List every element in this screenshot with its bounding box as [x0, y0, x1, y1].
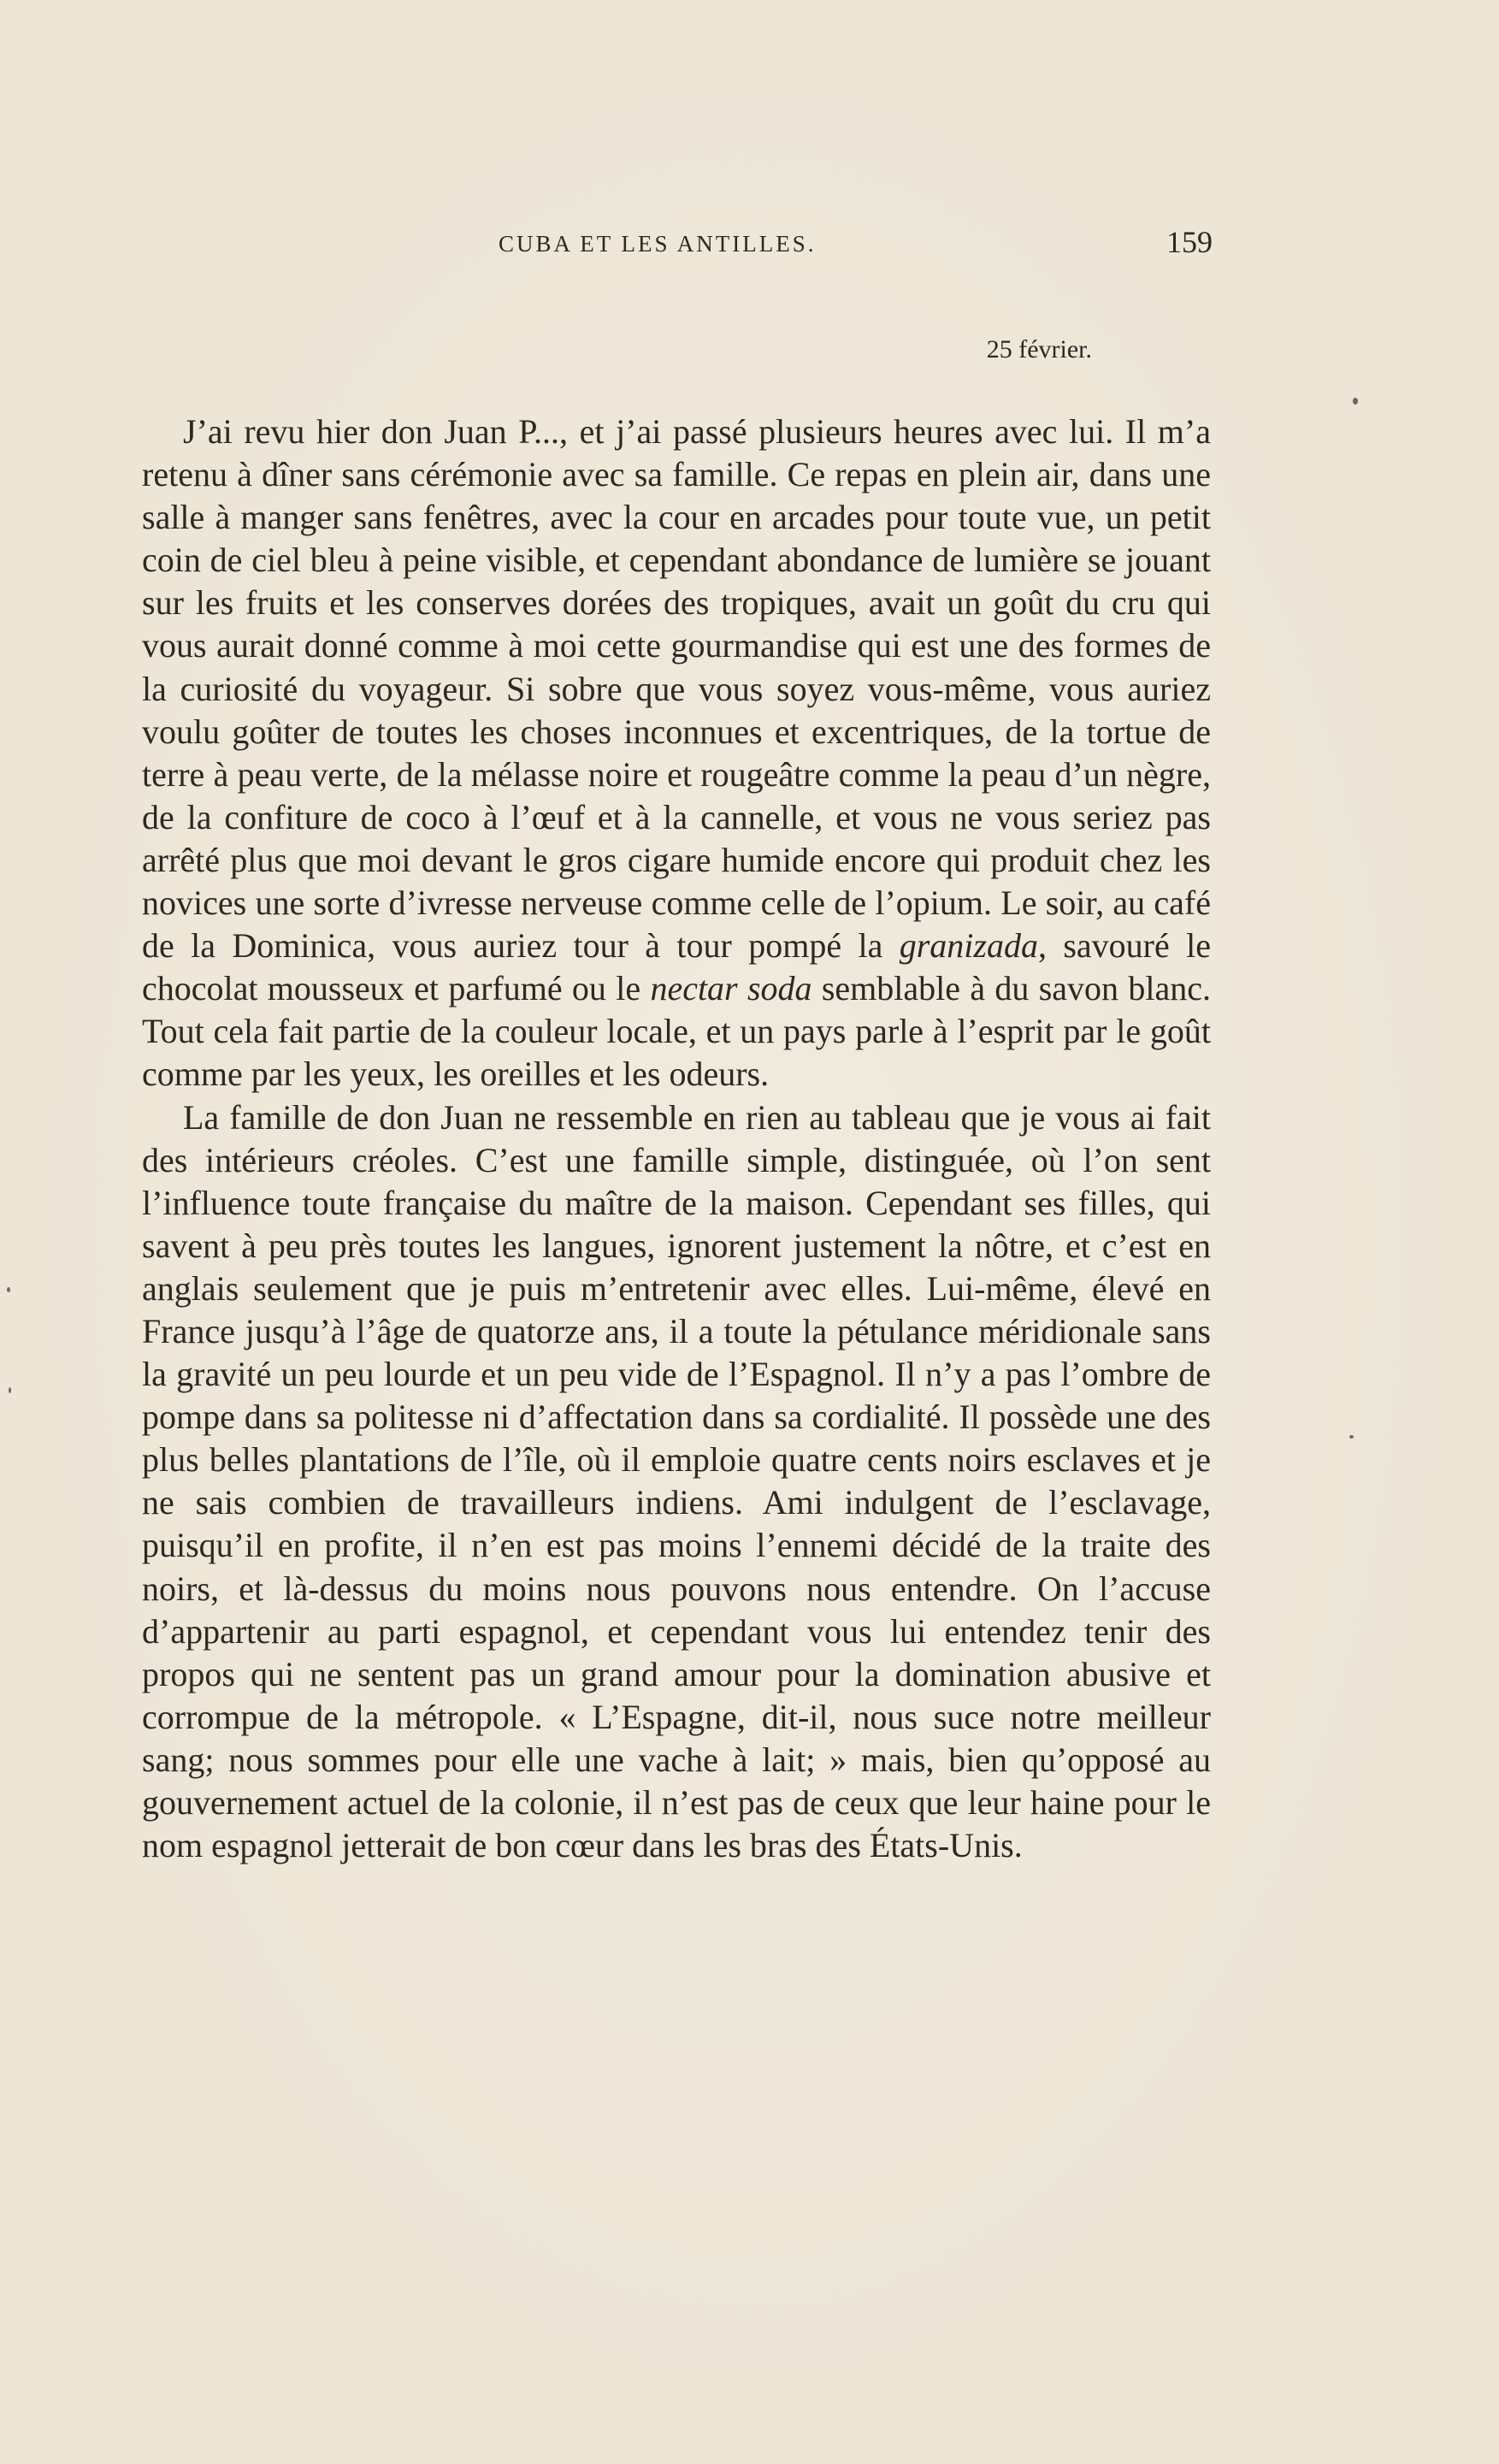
paper-speck — [9, 1387, 11, 1393]
running-header — [144, 225, 1213, 263]
paragraph-1-part-c: semblable à du savon blanc. Tout cela fait partie de la couleur locale, et un pays parle à l’esprit par le goût comme par les yeux, les oreilles et les odeurs. — [142, 969, 1211, 1094]
italic-granizada: granizada — [899, 926, 1038, 966]
paragraph-1 — [142, 411, 1211, 1096]
running-title: CUBA ET LES ANTILLES. — [499, 231, 817, 257]
paragraph-1-part-a: J’ai revu hier don Juan P..., et j’ai passé plusieurs heures avec lui. Il m’a retenu à dîner sans cérémonie avec sa famille. Ce repas en plein air, dans une salle à manger sans fenêtres, avec la cour en arcades pour toute vue, un petit coin de ciel bleu à peine visible, et cependant abondance de lumière se jouant sur les fruits et les conserves dorées des tropiques, avait un goût du cru qui vous aurait donné comme à moi cette gourmandise qui est une des formes de la curiosité du voyageur. Si sobre que vous soyez vous-même, vous auriez voulu goûter de toutes les choses inconnues et excentriques, de la tortue de terre à peau verte, de la mélasse noire et rougeâtre comme la peau d’un nègre, de la confiture de coco à l’œuf et à la cannelle, et vous ne vous seriez pas arrêté plus que moi devant le gros cigare humide encore qui produit chez les novices une sorte d’ivresse nerveuse comme celle de l’opium. Le soir, au café de la Dominica, vous auriez tour à tour pompé la — [142, 412, 1211, 966]
paper-speck — [7, 1287, 10, 1292]
paper-speck — [1353, 398, 1358, 405]
page-number: 159 — [1166, 225, 1213, 259]
paragraph-1-part-b: , savouré le chocolat mousseux et parfumé ou le — [142, 926, 1211, 1008]
paragraph-2: La famille de don Juan ne ressemble en rien au tableau que je vous ai fait des intérieurs créoles. C’est une famille simple, distinguée, où l’on sent l’influence toute française du maître de la maison. Cependant ses filles, qui savent à peu près toutes les langues, ignorent justement la nôtre, et c’est en anglais seulement que je puis m’entretenir avec elles. Lui-même, élevé en France jusqu’à l’âge de quatorze ans, il a toute la pétulance méridionale sans la gravité un peu lourde et un peu vide de l’Espagnol. Il n’y a pas l’ombre de pompe dans sa politesse ni d’affectation dans sa cordialité. Il possède une des plus belles plantations de l’île, où il emploie quatre cents noirs esclaves et je ne sais combien de travailleurs indiens. Ami indulgent de l’esclavage, puisqu’il en profite, il n’en est pas moins l’ennemi décidé de la traite des noirs, et là-dessus du moins nous pouvons nous entendre. On l’accuse d’appartenir au parti espagnol, et cependant vous lui entendez tenir des propos qui ne sentent pas un grand amour pour la domination abusive et corrompue de la métropole. « L’Espagne, dit-il, nous suce notre meilleur sang; nous sommes pour elle une vache à lait; » mais, bien qu’opposé au gouvernement actuel de la colonie, il n’est pas de ceux que leur haine pour le nom espagnol jetterait de bon cœur dans les bras des États-Unis. — [142, 1097, 1211, 1865]
dateline: 25 février. — [986, 335, 1092, 363]
italic-nectar-soda: nectar soda — [650, 969, 812, 1008]
body-text — [142, 411, 1211, 1867]
paper-speck — [1349, 1435, 1354, 1439]
